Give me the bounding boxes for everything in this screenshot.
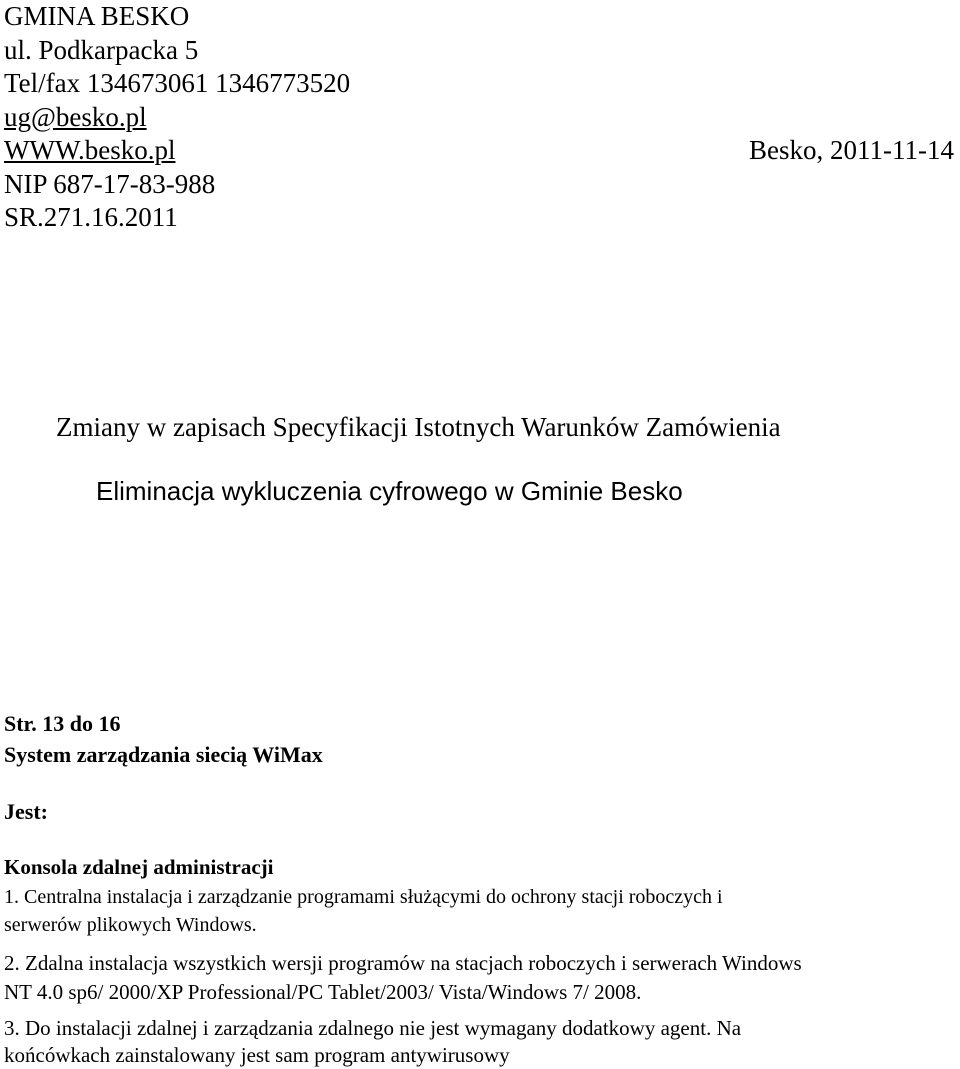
list-item-3-line-2: końcówkach zainstalowany jest sam program antywirusowy (4, 1043, 510, 1067)
address: ul. Podkarpacka 5 (4, 35, 199, 65)
list-item-2-line-1: 2. Zdalna instalacja wszystkich wersji programów na stacjach roboczych i serwerach Windows (4, 951, 802, 975)
nip-number: NIP 687-17-83-988 (4, 169, 216, 199)
list-item-1-line-1: 1. Centralna instalacja i zarządzanie programami służącymi do ochrony stacji roboczych i (4, 886, 723, 908)
website-link[interactable]: WWW.besko.pl (4, 135, 176, 165)
page-range: Str. 13 do 16 (4, 711, 121, 736)
email-link[interactable]: ug@besko.pl (4, 102, 147, 132)
subheading: Konsola zdalnej administracji (4, 855, 274, 879)
document-date: Besko, 2011-11-14 (749, 135, 954, 165)
system-heading: System zarządzania siecią WiMax (4, 742, 323, 767)
list-item-1-line-2: serwerów plikowych Windows. (4, 914, 257, 936)
list-item-3-line-1: 3. Do instalacji zdalnej i zarządzania zdalnego nie jest wymagany dodatkowy agent. Na (4, 1016, 742, 1040)
org-name: GMINA BESKO (4, 1, 190, 31)
reference-number: SR.271.16.2011 (4, 202, 178, 232)
phone-fax: Tel/fax 134673061 1346773520 (4, 68, 351, 98)
document-title: Zmiany w zapisach Specyfikacji Istotnych Warunków Zamówienia (56, 412, 781, 442)
project-title: Eliminacja wykluczenia cyfrowego w Gminie Besko (96, 476, 683, 506)
list-item-2-line-2: NT 4.0 sp6/ 2000/XP Professional/PC Tablet/2003/ Vista/Windows 7/ 2008. (4, 980, 642, 1004)
is-label: Jest: (4, 799, 48, 824)
